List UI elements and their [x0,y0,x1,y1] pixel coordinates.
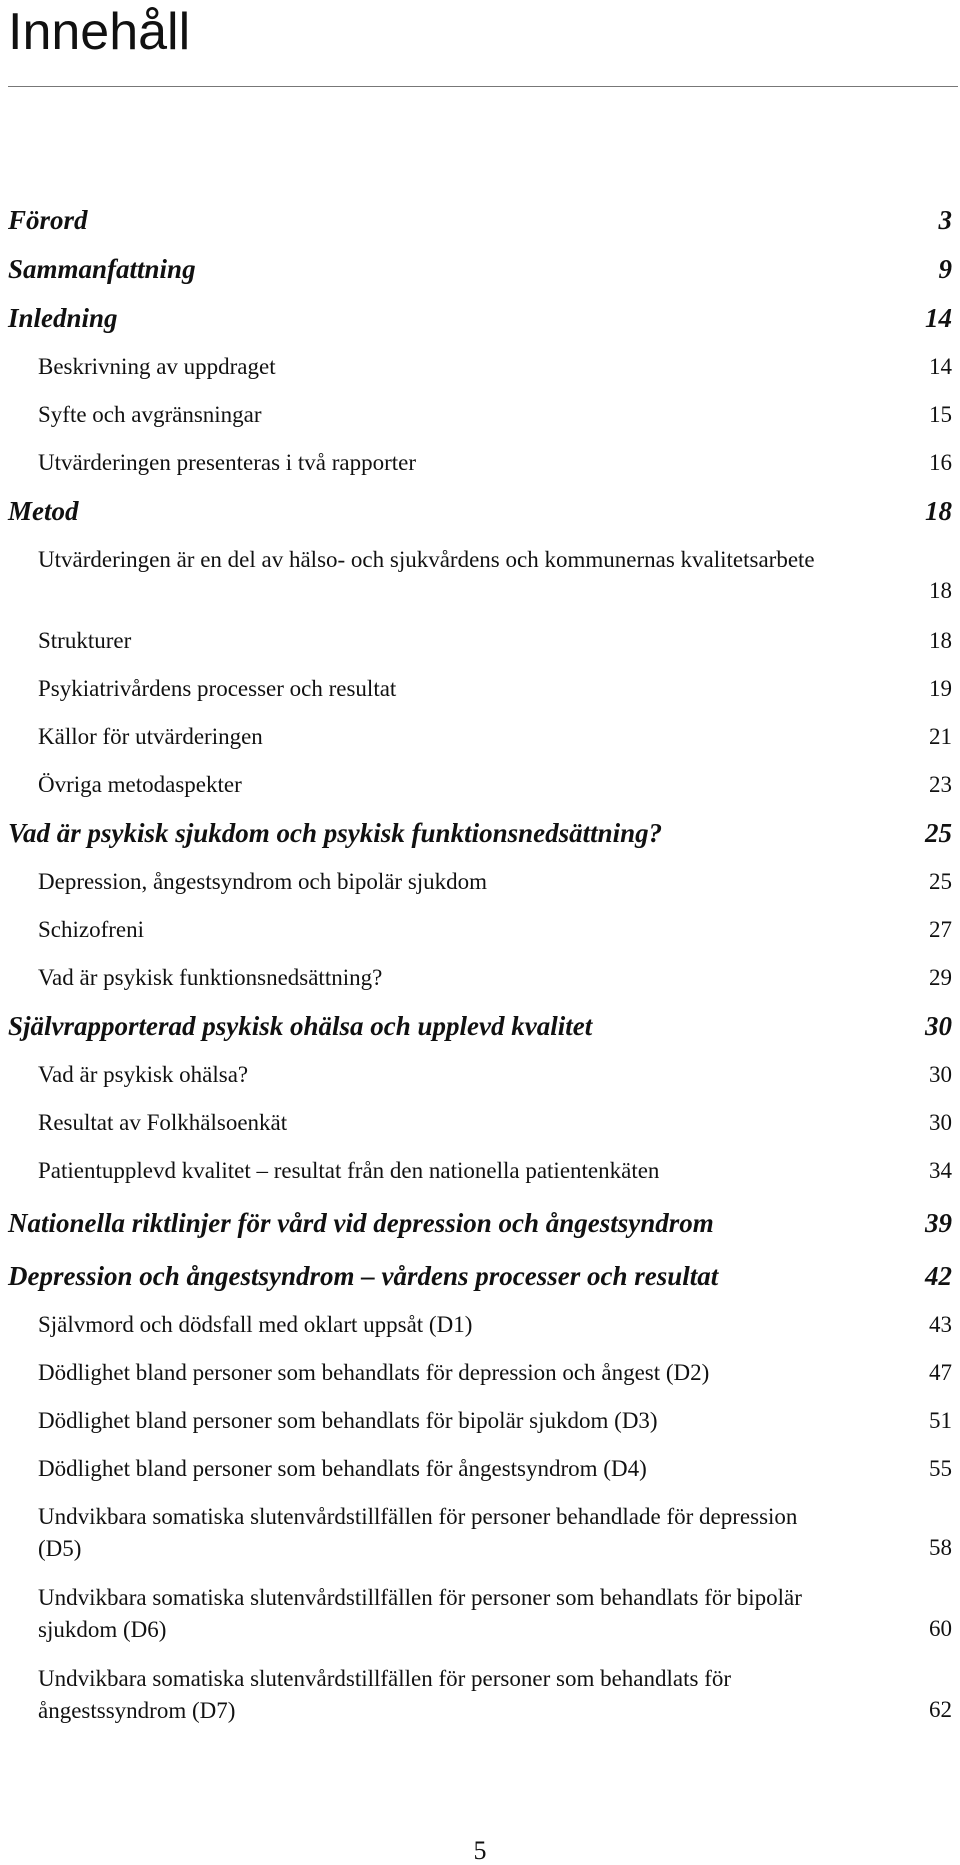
toc-entry-title: Metod [8,496,79,526]
toc-entry-page: 30 [925,1011,952,1041]
table-of-contents [0,196,960,1736]
toc-subentry[interactable] [0,1099,960,1147]
page-number: 5 [473,1836,487,1865]
toc-subentry[interactable] [0,343,960,391]
toc-entry-page: 47 [929,1360,952,1385]
toc-subentry[interactable] [0,536,960,617]
toc-entry-page: 39 [925,1208,952,1238]
toc-entry-title: Vad är psykisk ohälsa? [38,1062,249,1087]
toc-subentry[interactable] [0,439,960,487]
toc-entry-page: 18 [925,496,952,526]
toc-entry-title: Dödlighet bland personer som behandlats för bipolär sjukdom (D3) [38,1408,658,1433]
toc-entry-title: Undvikbara somatiska slutenvårdstillfällen för personer som behandlats för bipolär sjukdom (D6) [38,1585,802,1642]
toc-heading[interactable] [0,245,960,294]
toc-subentry[interactable] [0,1574,960,1655]
toc-entry-title: Vad är psykisk funktionsnedsättning? [38,965,383,990]
toc-entry-title: Källor för utvärderingen [38,724,263,749]
toc-entry-page: 15 [929,402,952,427]
toc-subentry[interactable] [0,1493,960,1574]
toc-subentry[interactable] [0,665,960,713]
toc-subentry[interactable] [0,858,960,906]
toc-entry-page: 30 [929,1110,952,1135]
toc-subentry[interactable] [0,713,960,761]
toc-entry-title: Förord [8,205,88,235]
toc-heading[interactable] [0,1199,960,1248]
toc-entry-page: 29 [929,965,952,990]
toc-entry-page: 25 [925,818,952,848]
toc-entry-title: Undvikbara somatiska slutenvårdstillfällen för personer behandlade för depression (D5) [38,1504,798,1561]
toc-entry-page: 58 [929,1535,952,1560]
toc-entry-page: 25 [929,869,952,894]
toc-heading[interactable] [0,1252,960,1301]
toc-entry-page: 16 [929,450,952,475]
toc-entry-title: Självrapporterad psykisk ohälsa och upplevd kvalitet [8,1011,593,1041]
toc-entry-page: 9 [938,254,952,284]
toc-subentry[interactable] [0,391,960,439]
toc-entry-page: 21 [929,724,952,749]
toc-entry-page: 19 [929,676,952,701]
toc-entry-page: 55 [929,1456,952,1481]
toc-entry-title: Vad är psykisk sjukdom och psykisk funktionsnedsättning? [8,818,663,848]
toc-subentry[interactable] [0,761,960,809]
toc-heading[interactable] [0,809,960,858]
toc-entry-page: 27 [929,917,952,942]
toc-subentry[interactable] [0,1445,960,1493]
toc-entry-title: Dödlighet bland personer som behandlats för depression och ångest (D2) [38,1360,710,1385]
toc-subentry[interactable] [0,954,960,1002]
toc-entry-title: Patientupplevd kvalitet – resultat från den nationella patientenkäten [38,1158,660,1183]
title-divider [8,86,958,87]
toc-entry-page: 42 [925,1261,952,1291]
toc-entry-page: 18 [929,578,952,603]
toc-entry-page: 3 [938,205,952,235]
toc-entry-title: Depression, ångestsyndrom och bipolär sjukdom [38,869,488,894]
toc-entry-page: 43 [929,1312,952,1337]
toc-entry-title: Utvärderingen är en del av hälso- och sjukvårdens och kommunernas kvalitetsarbete [38,547,815,572]
toc-heading[interactable] [0,196,960,245]
toc-entry-page: 34 [929,1158,952,1183]
toc-entry-title: Depression och ångestsyndrom – vårdens processer och resultat [8,1261,719,1291]
toc-entry-title: Undvikbara somatiska slutenvårdstillfällen för personer som behandlats för ångestssyndrom (D7) [38,1666,732,1723]
toc-subentry[interactable] [0,1349,960,1397]
toc-entry-title: Utvärderingen presenteras i två rapporter [38,450,417,475]
toc-entry-page: 14 [929,354,952,379]
toc-entry-title: Syfte och avgränsningar [38,402,262,427]
toc-entry-title: Strukturer [38,628,132,653]
toc-entry-title: Självmord och dödsfall med oklart uppsåt (D1) [38,1312,473,1337]
toc-entry-title: Resultat av Folkhälsoenkät [38,1110,288,1135]
page-title: Innehåll [8,3,191,61]
toc-entry-title: Beskrivning av uppdraget [38,354,276,379]
toc-entry-title: Psykiatrivårdens processer och resultat [38,676,397,701]
toc-subentry[interactable] [0,1147,960,1195]
toc-entry-title: Övriga metodaspekter [38,772,242,797]
toc-entry-title: Inledning [8,303,118,333]
toc-entry-title: Dödlighet bland personer som behandlats för ångestsyndrom (D4) [38,1456,647,1481]
toc-entry-page: 23 [929,772,952,797]
toc-entry-title: Schizofreni [38,917,145,942]
toc-subentry[interactable] [0,1301,960,1349]
toc-heading[interactable] [0,1002,960,1051]
toc-entry-title: Nationella riktlinjer för vård vid depression och ångestsyndrom [8,1208,714,1238]
toc-entry-page: 14 [925,303,952,333]
toc-entry-page: 18 [929,628,952,653]
toc-entry-page: 62 [929,1697,952,1722]
toc-subentry[interactable] [0,1051,960,1099]
toc-subentry[interactable] [0,617,960,665]
toc-entry-page: 60 [929,1616,952,1641]
toc-subentry[interactable] [0,1397,960,1445]
toc-heading[interactable] [0,487,960,536]
toc-subentry[interactable] [0,906,960,954]
toc-entry-title: Sammanfattning [8,254,196,284]
toc-entry-page: 30 [929,1062,952,1087]
toc-subentry[interactable] [0,1655,960,1736]
toc-entry-page: 51 [929,1408,952,1433]
toc-heading[interactable] [0,294,960,343]
